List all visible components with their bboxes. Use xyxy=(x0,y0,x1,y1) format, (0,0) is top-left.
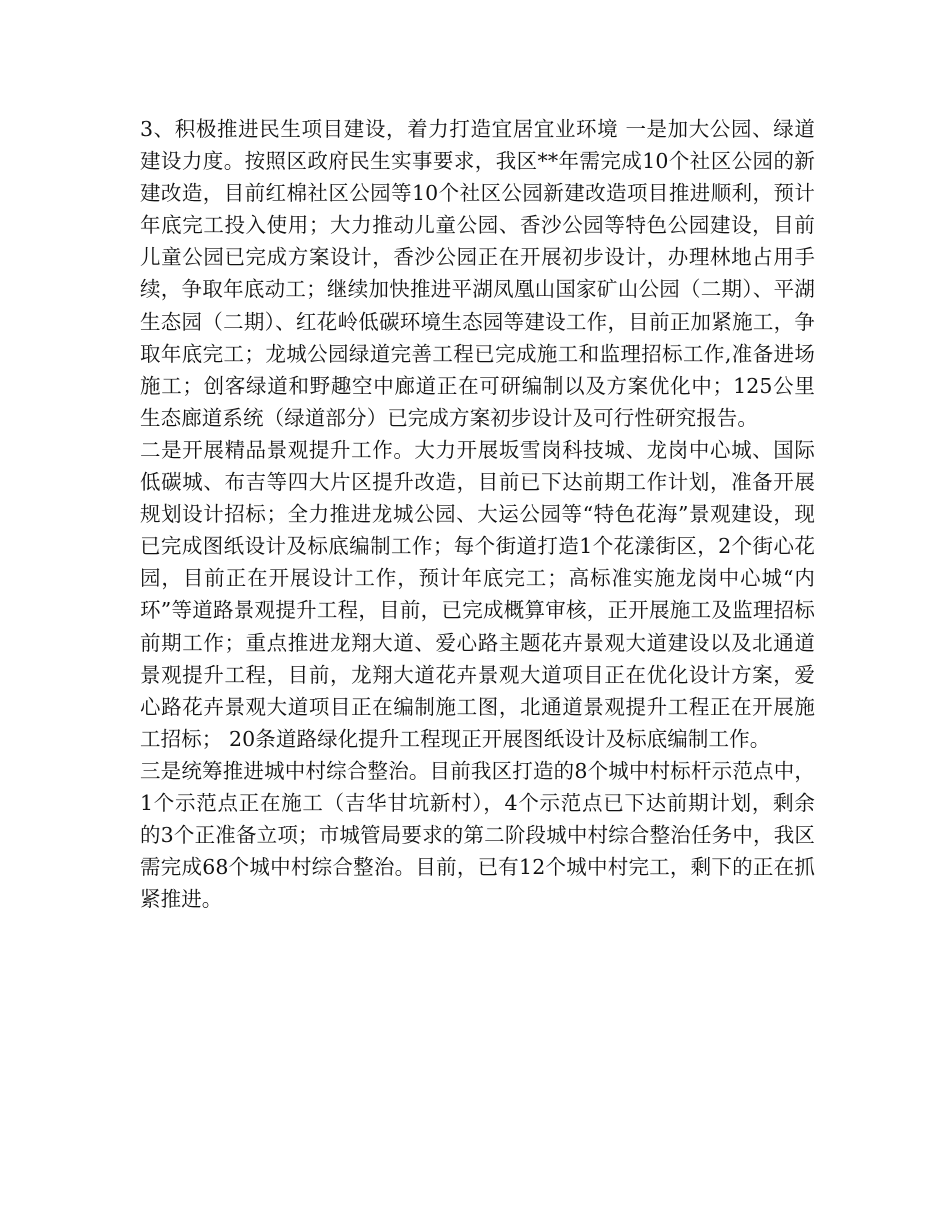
paragraph-livelihood-projects: 3、积极推进民生项目建设，着力打造宜居宜业环境 一是加大公园、绿道建设力度。按照区政府民生实事要求，我区**年需完成10个社区公园的新建改造，目前红棉社区公园等10个社区公园新建改造项目推进顺利，预计年底完工投入使用；大力推动儿童公园、香沙公园等特色公园建设，目前儿童公园已完成方案设计，香沙公园正在开展初步设计，办理林地占用手续，争取年底动工；继续加快推进平湖凤凰山国家矿山公园（二期）、平湖生态园（二期）、红花岭低碳环境生态园等建设工作，目前正加紧施工，争取年底完工；龙城公园绿道完善工程已完成施工和监理招标工作,准备进场施工；创客绿道和野趣空中廊道正在可研编制以及方案优化中；125公里生态廊道系统（绿道部分）已完成方案初步设计及可行性研究报告。 xyxy=(140,117,815,430)
paragraph-landscape-upgrade: 二是开展精品景观提升工作。大力开展坂雪岗科技城、龙岗中心城、国际低碳城、布吉等四大片区提升改造，目前已下达前期工作计划，准备开展规划设计招标；全力推进龙城公园、大运公园等“特色花海”景观建设，现已完成图纸设计及标底编制工作；每个街道打造1个花漾街区，2个街心花园，目前正在开展设计工作，预计年底完工；高标准实施龙岗中心城“内环”等道路景观提升工程，目前，已完成概算审核，正开展施工及监理招标前期工作；重点推进龙翔大道、爱心路主题花卉景观大道建设以及北通道景观提升工程，目前，龙翔大道花卉景观大道项目正在优化设计方案，爱心路花卉景观大道项目正在编制施工图，北通道景观提升工程正在开展施工招标； 20条道路绿化提升工程现正开展图纸设计及标底编制工作。 xyxy=(140,437,815,751)
paragraph-urban-village-renovation: 三是统筹推进城中村综合整治。目前我区打造的8个城中村标杆示范点中，1个示范点正在施工（吉华甘坑新村），4个示范点已下达前期计划，剩余的3个正准备立项；市城管局要求的第二阶段城中村综合整治任务中，我区需完成68个城中村综合整治。目前，已有12个城中村完工，剩下的正在抓紧推进。 xyxy=(140,758,815,912)
document-body xyxy=(140,113,815,915)
